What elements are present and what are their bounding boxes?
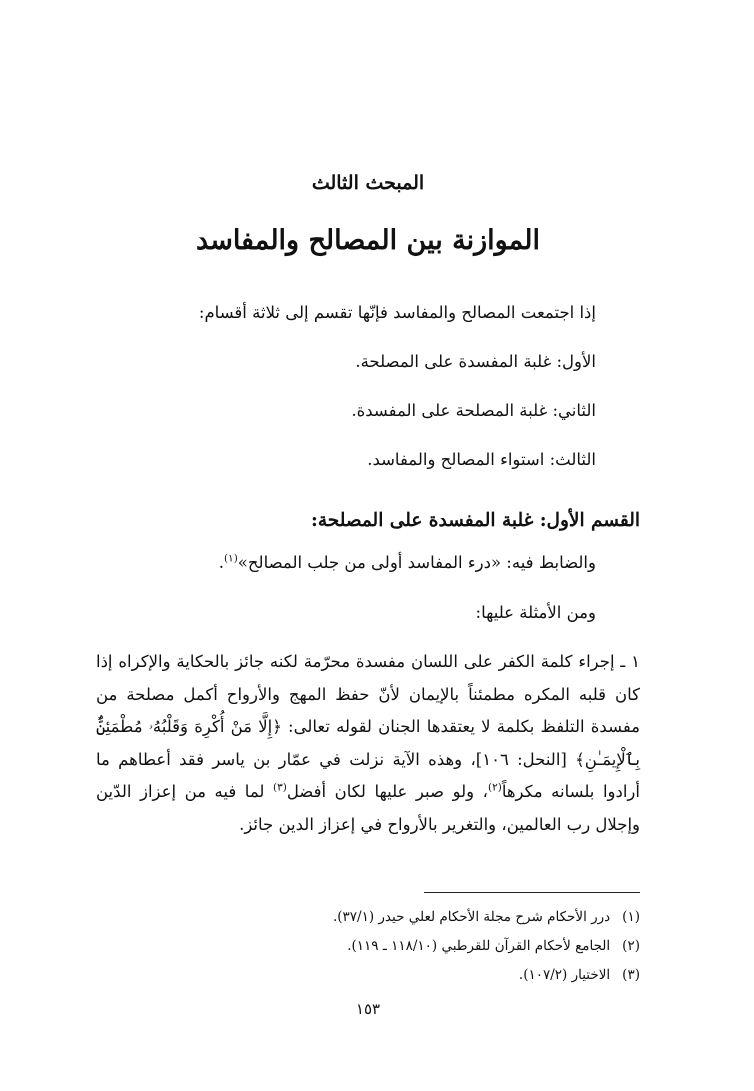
example-paragraph: [96, 646, 640, 841]
part-one-heading: القسم الأول: غلبة المفسدة على المصلحة:: [311, 510, 640, 531]
footnote-number: (٢): [622, 938, 640, 954]
intro-block: [96, 300, 596, 496]
intro-paragraph: إذا اجتمعت المصالح والمفاسد فإنّها تقسم إلى ثلاثة أقسام:: [198, 303, 596, 322]
footnote-divider: [424, 892, 640, 893]
list-item-first: الأول: غلبة المفسدة على المصلحة.: [355, 352, 596, 371]
list-item-second: الثاني: غلبة المصلحة على المفسدة.: [351, 401, 596, 420]
footnote-number: (٣): [622, 967, 640, 983]
page-number: ١٥٣: [355, 1000, 381, 1018]
example-text-part-c: لما فيه من إعزاز الدّين وإجلال رب العالمين، والتغرير بالأرواح في إعزاز الدين جائز.: [96, 782, 640, 834]
footnote-number: (١): [622, 909, 640, 925]
footnote-item: [96, 903, 640, 932]
rule-paragraph: [96, 549, 596, 577]
section-label: المبحث الثالث: [311, 172, 425, 194]
book-page: [96, 0, 640, 1091]
list-item-third: الثالث: استواء المصالح والمفاسد.: [367, 450, 596, 469]
examples-intro: ومن الأمثلة عليها:: [475, 603, 596, 622]
example-text-part-a: ١ ـ إجراء كلمة الكفر على اللسان مفسدة محرّمة لكنه جائز بالحكاية والإكراه إذا كان قلبه المكره مطمئناً بالإيمان لأنّ حفظ المهج والأرواح أكمل مصلحة من مفسدة التلفظ بكلمة لا يعتقدها الجنان لقوله تعالى: ﴿إِلَّا مَنْ أُكْرِهَ وَقَلْبُهُۥ مُطْمَئِنٌّۢ بِٱلْإِيمَـٰنِ﴾ [النحل: ١٠٦]، وهذه الآية نزلت في عمّار بن ياسر فقد أعطاهم ما أرادوا بلسانه مكرهاً: [96, 652, 641, 801]
section-title: الموازنة بين المصالح والمفاسد: [196, 225, 540, 256]
rule-text: والضابط فيه: «درء المفاسد أولى من جلب المصالح»: [237, 553, 596, 572]
footnote-ref-1: (١): [223, 552, 238, 565]
example-text-part-b: ، ولو صبر عليها لكان أفضل: [286, 782, 488, 801]
footnotes: [96, 903, 640, 990]
footnote-text: الجامع لأحكام القرآن للقرطبي (١١٨/١٠ ـ ١١٩).: [347, 938, 611, 954]
footnote-text: الاختيار (١٠٧/٢).: [518, 967, 611, 983]
footnote-item: [96, 932, 640, 961]
footnote-item: [96, 961, 640, 990]
footnote-text: درر الأحكام شرح مجلة الأحكام لعلي حيدر (٣٧/١).: [332, 909, 611, 925]
footnote-ref-2: (٢): [487, 781, 502, 794]
footnote-ref-3: (٣): [272, 781, 287, 794]
rule-period: .: [218, 553, 224, 572]
